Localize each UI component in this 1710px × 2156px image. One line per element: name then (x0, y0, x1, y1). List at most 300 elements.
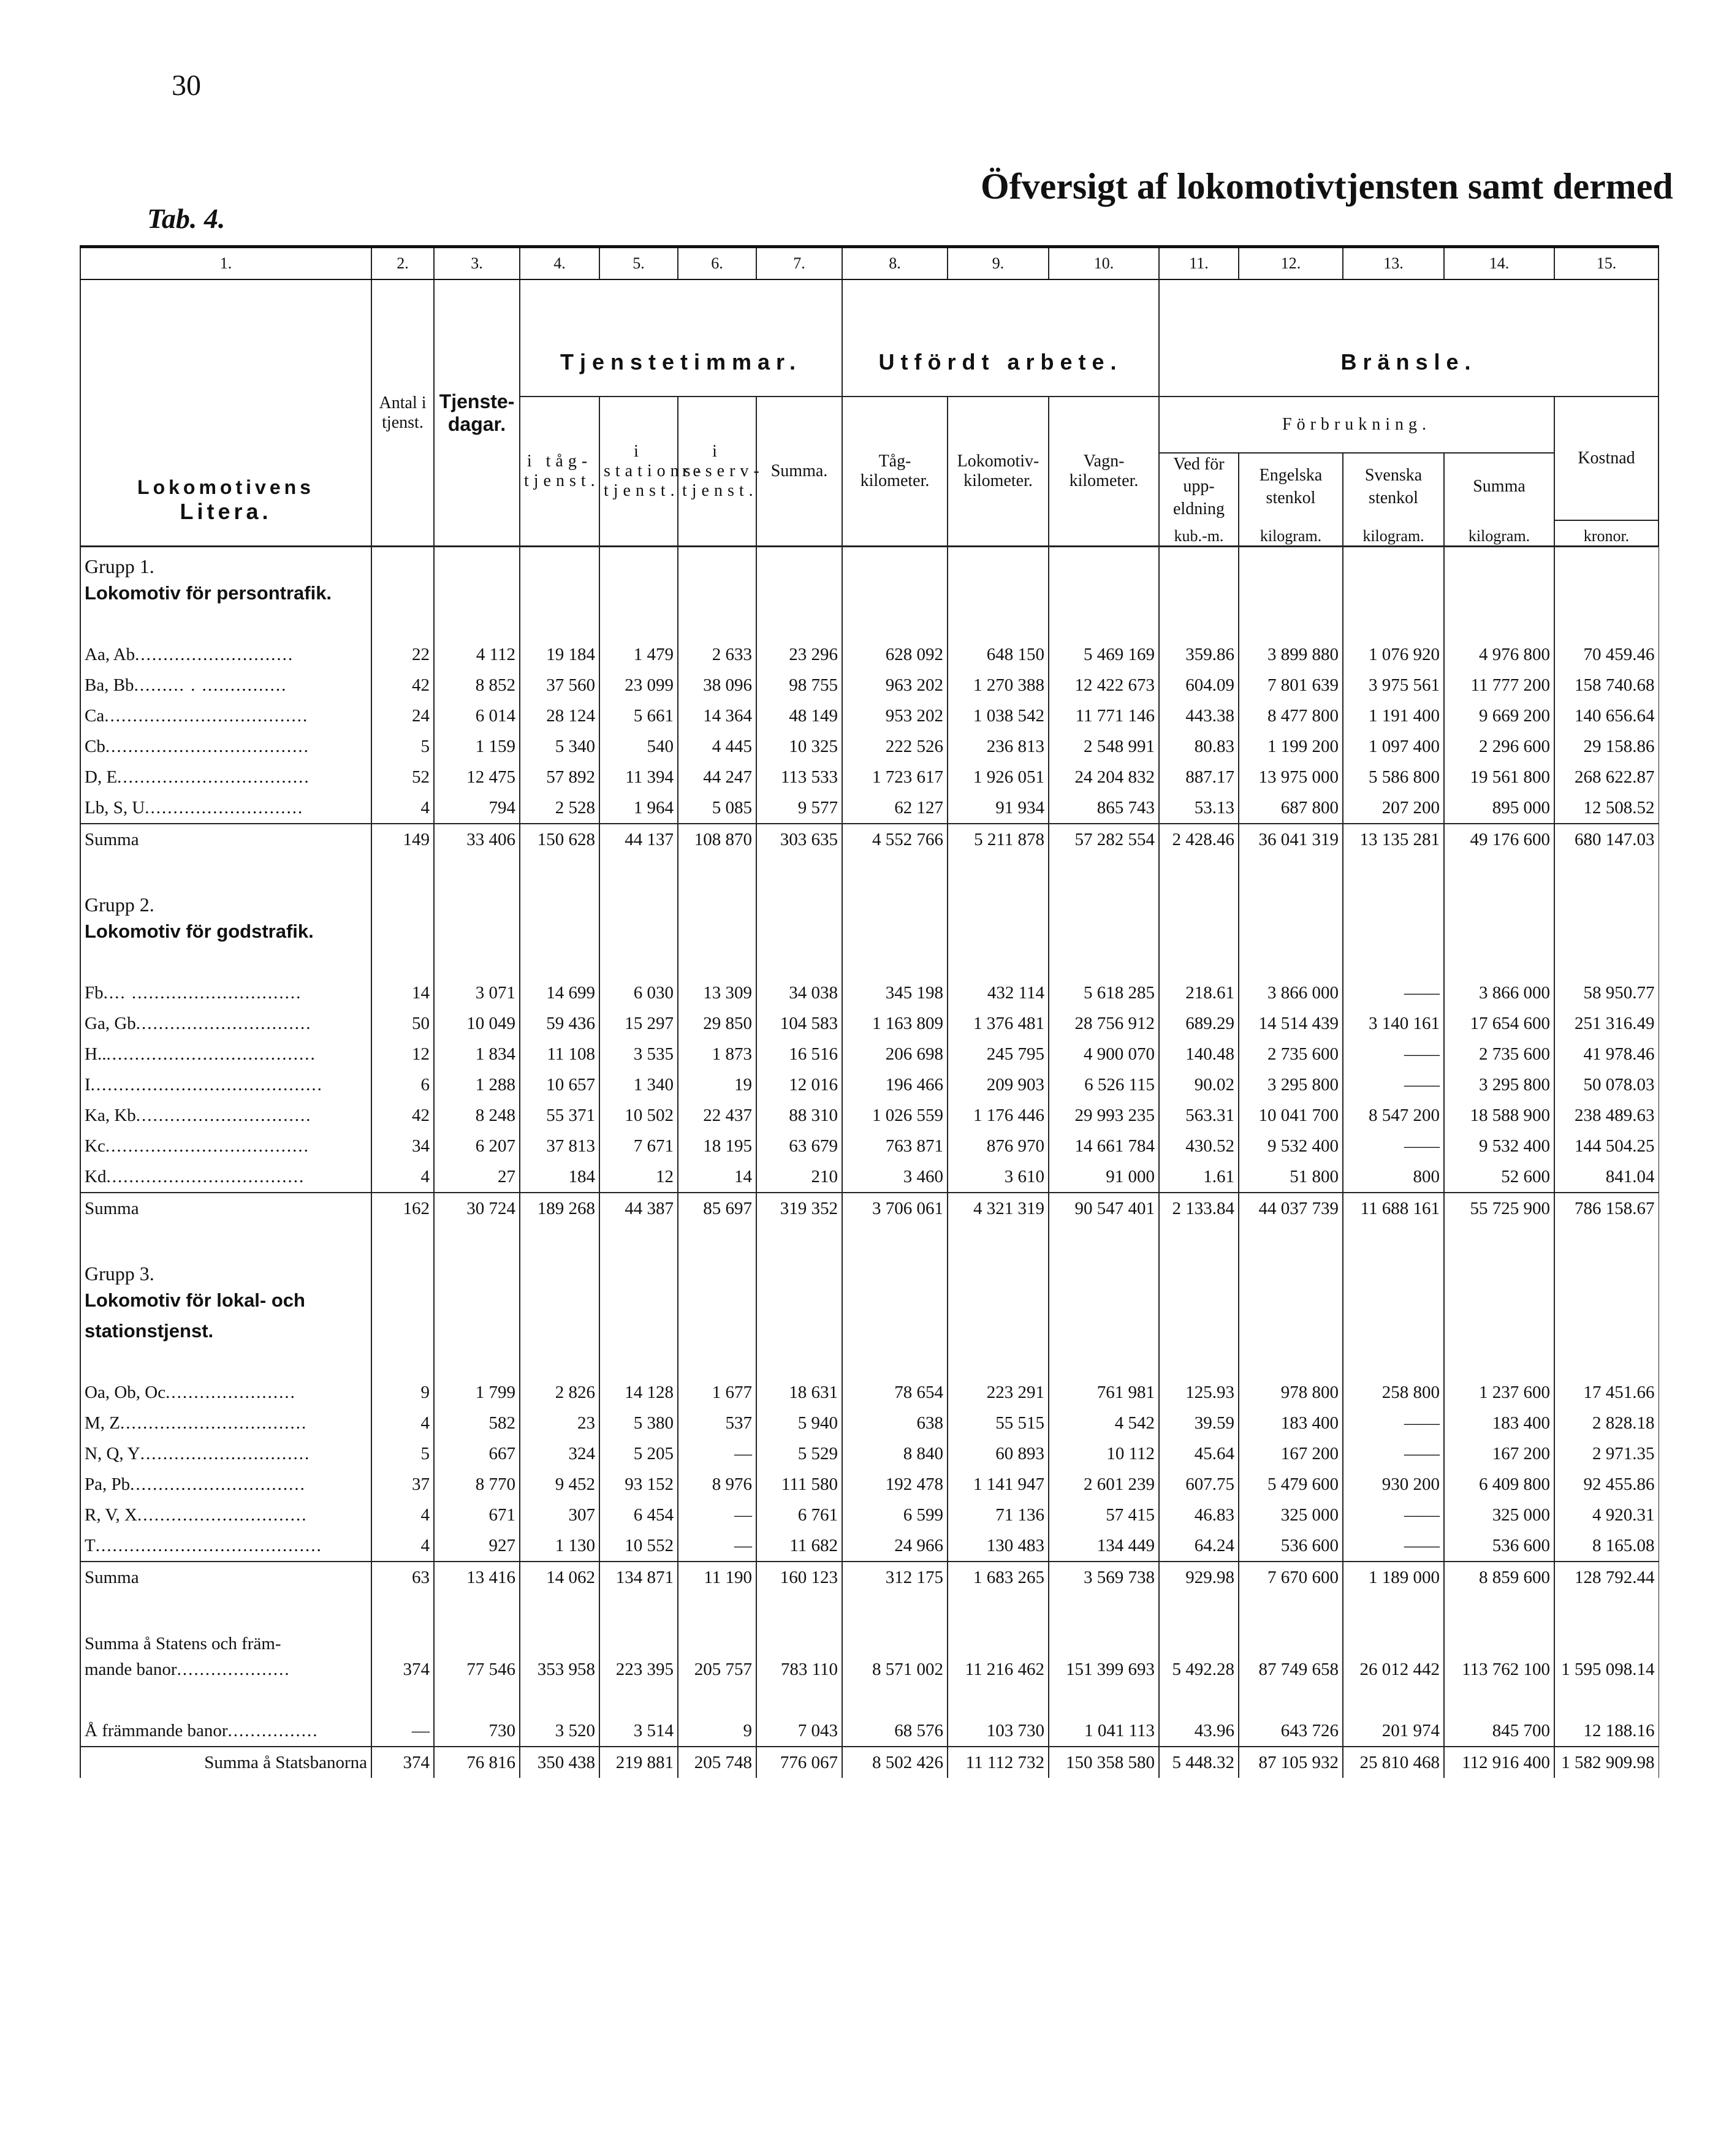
empty-cell (1239, 1593, 1343, 1623)
header-tjenstetimmar: Tjenstetimmar. (520, 279, 842, 397)
empty-cell (80, 1593, 371, 1623)
empty-cell (599, 578, 678, 609)
leader-dots: .................................. (117, 767, 310, 787)
data-cell: — (678, 1530, 756, 1562)
empty-cell (1159, 1623, 1239, 1654)
data-cell: 104 583 (756, 1008, 842, 1039)
leader-dots: .... .............................. (103, 982, 302, 1003)
data-cell: 33 406 (434, 824, 520, 855)
empty-cell (1159, 1346, 1239, 1377)
empty-cell (371, 1255, 434, 1285)
empty-cell (1159, 1593, 1239, 1623)
row-label (80, 639, 371, 670)
data-cell: 1 026 559 (842, 1100, 948, 1131)
empty-cell (842, 1593, 948, 1623)
empty-cell (1343, 947, 1444, 977)
data-cell: 125.93 (1159, 1377, 1239, 1408)
data-cell: 70 459.46 (1554, 639, 1659, 670)
empty-cell (1239, 1285, 1343, 1316)
data-cell: 2 826 (520, 1377, 599, 1408)
data-cell: 1 834 (434, 1039, 520, 1069)
data-cell: 134 449 (1049, 1530, 1159, 1562)
empty-cell (1159, 1685, 1239, 1715)
data-cell: 14 (678, 1161, 756, 1193)
data-cell: 13 309 (678, 977, 756, 1008)
empty-cell (599, 1346, 678, 1377)
data-cell: 5 529 (756, 1438, 842, 1469)
empty-cell (1343, 1285, 1444, 1316)
row-label-text: Aa, Ab (85, 644, 135, 664)
data-cell: 63 679 (756, 1131, 842, 1161)
data-cell: 11 108 (520, 1039, 599, 1069)
data-cell: 350 438 (520, 1747, 599, 1778)
header-reservtjenst: i reserv-tjenst. (678, 397, 756, 547)
data-cell: 113 762 100 (1444, 1654, 1554, 1685)
data-cell: 4 (371, 792, 434, 824)
empty-cell (371, 1224, 434, 1255)
empty-cell (678, 855, 756, 886)
empty-cell (756, 1623, 842, 1654)
data-cell: 64.24 (1159, 1530, 1239, 1562)
data-cell: 930 200 (1343, 1469, 1444, 1500)
data-cell: 205 748 (678, 1747, 756, 1778)
data-cell: 929.98 (1159, 1562, 1239, 1593)
empty-cell (1343, 578, 1444, 609)
data-cell: 6 030 (599, 977, 678, 1008)
data-cell: 628 092 (842, 639, 948, 670)
data-cell: 19 561 800 (1444, 762, 1554, 792)
empty-cell (1444, 547, 1554, 579)
row-label-text: D, E (85, 767, 118, 787)
leader-dots: ............................ (145, 797, 304, 818)
data-cell: 44 247 (678, 762, 756, 792)
empty-cell (434, 1255, 520, 1285)
data-cell: 23 099 (599, 670, 678, 700)
data-cell: 12 (599, 1161, 678, 1193)
empty-cell (678, 916, 756, 947)
data-cell: 1 595 098.14 (1554, 1654, 1659, 1685)
data-cell: —— (1343, 1500, 1444, 1530)
data-cell: 12 (371, 1039, 434, 1069)
sum-label: Summa (80, 1193, 371, 1224)
empty-cell (842, 916, 948, 947)
empty-cell (434, 547, 520, 579)
data-cell: 3 899 880 (1239, 639, 1343, 670)
spacer-row (80, 1224, 1659, 1255)
header-vagnkilometer: Vagn-kilometer. (1049, 397, 1159, 547)
data-cell: 77 546 (434, 1654, 520, 1685)
data-cell: 93 152 (599, 1469, 678, 1500)
empty-cell (599, 1285, 678, 1316)
data-cell: 223 291 (948, 1377, 1049, 1408)
data-cell: 2 971.35 (1554, 1438, 1659, 1469)
data-cell: 3 295 800 (1239, 1069, 1343, 1100)
empty-cell (756, 1285, 842, 1316)
empty-cell (520, 547, 599, 579)
group-subtitle: Lokomotiv för persontrafik. (80, 578, 371, 609)
data-cell: 50 (371, 1008, 434, 1039)
empty-cell (1239, 578, 1343, 609)
data-cell: 374 (371, 1747, 434, 1778)
empty-cell (371, 1685, 434, 1715)
empty-cell (520, 1316, 599, 1346)
empty-cell (842, 1255, 948, 1285)
data-cell: 29 993 235 (1049, 1100, 1159, 1131)
empty-cell (1159, 547, 1239, 579)
data-cell: 59 436 (520, 1008, 599, 1039)
empty-cell (948, 1593, 1049, 1623)
table-row (80, 762, 1659, 792)
data-cell: 1 288 (434, 1069, 520, 1100)
data-cell: 604.09 (1159, 670, 1239, 700)
group-sum-row (80, 1562, 1659, 1593)
data-cell: 5 448.32 (1159, 1747, 1239, 1778)
data-cell: 841.04 (1554, 1161, 1659, 1193)
empty-cell (948, 609, 1049, 639)
group-title: Grupp 1. (80, 547, 371, 579)
data-cell: 18 588 900 (1444, 1100, 1554, 1131)
data-cell: 10 325 (756, 731, 842, 762)
row-label (80, 1500, 371, 1530)
data-cell: 887.17 (1159, 762, 1239, 792)
data-cell: 353 958 (520, 1654, 599, 1685)
row-label-text: Oa, Ob, Oc (85, 1382, 166, 1402)
data-cell: 978 800 (1239, 1377, 1343, 1408)
data-cell: 1 376 481 (948, 1008, 1049, 1039)
empty-cell (80, 947, 371, 977)
data-cell: 206 698 (842, 1039, 948, 1069)
empty-cell (1554, 609, 1659, 639)
data-cell: 19 (678, 1069, 756, 1100)
data-cell: 2 428.46 (1159, 824, 1239, 855)
table-row (80, 1008, 1659, 1039)
sum-label: Summa (80, 1562, 371, 1593)
leader-dots: ............................ (135, 644, 294, 664)
empty-cell (1554, 1593, 1659, 1623)
group-subtitle-row (80, 578, 1659, 609)
data-cell: 563.31 (1159, 1100, 1239, 1131)
data-cell: 1 130 (520, 1530, 599, 1562)
data-cell: 6 409 800 (1444, 1469, 1554, 1500)
data-cell: 8 840 (842, 1438, 948, 1469)
data-cell: 49 176 600 (1444, 824, 1554, 855)
empty-cell (948, 886, 1049, 916)
row-label (80, 670, 371, 700)
data-cell: 8 165.08 (1554, 1530, 1659, 1562)
data-cell: 2 133.84 (1159, 1193, 1239, 1224)
data-cell: 4 (371, 1408, 434, 1438)
leader-dots: ......................................... (90, 1074, 323, 1095)
empty-cell (371, 609, 434, 639)
empty-cell (678, 578, 756, 609)
data-cell: —— (1343, 1438, 1444, 1469)
table-row (80, 670, 1659, 700)
empty-cell (520, 609, 599, 639)
table-row (80, 1131, 1659, 1161)
data-cell: 876 970 (948, 1131, 1049, 1161)
data-cell: 10 552 (599, 1530, 678, 1562)
empty-cell (756, 1316, 842, 1346)
data-cell: 3 866 000 (1444, 977, 1554, 1008)
empty-cell (434, 916, 520, 947)
data-cell: 5 205 (599, 1438, 678, 1469)
empty-cell (1444, 886, 1554, 916)
empty-cell (80, 609, 371, 639)
data-cell: —— (1343, 1069, 1444, 1100)
data-cell: 42 (371, 670, 434, 700)
data-cell: 325 000 (1444, 1500, 1554, 1530)
empty-cell (948, 947, 1049, 977)
empty-cell (1554, 1346, 1659, 1377)
data-cell: 2 601 239 (1049, 1469, 1159, 1500)
data-cell: 57 282 554 (1049, 824, 1159, 855)
data-cell: 80.83 (1159, 731, 1239, 762)
empty-cell (520, 1623, 599, 1654)
data-cell: 44 387 (599, 1193, 678, 1224)
data-cell: 5 469 169 (1049, 639, 1159, 670)
row-label (80, 1408, 371, 1438)
empty-cell (1049, 1685, 1159, 1715)
data-cell: 13 416 (434, 1562, 520, 1593)
empty-cell (1444, 855, 1554, 886)
column-number: 12. (1239, 247, 1343, 280)
data-cell: 103 730 (948, 1715, 1049, 1747)
row-label (80, 1100, 371, 1131)
data-cell: 4 900 070 (1049, 1039, 1159, 1069)
empty-cell (1343, 886, 1444, 916)
data-cell: 10 112 (1049, 1438, 1159, 1469)
data-cell: 8 248 (434, 1100, 520, 1131)
empty-cell (434, 609, 520, 639)
data-cell: 1 479 (599, 639, 678, 670)
data-cell: 761 981 (1049, 1377, 1159, 1408)
data-cell: 307 (520, 1500, 599, 1530)
empty-cell (1554, 947, 1659, 977)
total-statsbanorna-row (80, 1747, 1659, 1778)
header-kostnad: Kostnad (1554, 397, 1659, 520)
data-cell: 5 661 (599, 700, 678, 731)
data-cell: 144 504.25 (1554, 1131, 1659, 1161)
data-cell: 4 (371, 1161, 434, 1193)
empty-cell (1343, 1255, 1444, 1285)
row-label (80, 1039, 371, 1069)
data-cell: 207 200 (1343, 792, 1444, 824)
table-row (80, 1500, 1659, 1530)
data-cell: 5 479 600 (1239, 1469, 1343, 1500)
empty-cell (1444, 1593, 1554, 1623)
empty-cell (842, 1685, 948, 1715)
data-cell: 12 422 673 (1049, 670, 1159, 700)
group-title-row (80, 886, 1659, 916)
data-cell: 10 502 (599, 1100, 678, 1131)
data-cell: 536 600 (1444, 1530, 1554, 1562)
data-cell: 5 085 (678, 792, 756, 824)
row-label (80, 1438, 371, 1469)
row-label (80, 1008, 371, 1039)
empty-cell (80, 1224, 371, 1255)
empty-cell (756, 1685, 842, 1715)
empty-cell (371, 1316, 434, 1346)
data-cell: 1 964 (599, 792, 678, 824)
data-cell: 963 202 (842, 670, 948, 700)
group-title: Grupp 2. (80, 886, 371, 916)
empty-cell (1159, 886, 1239, 916)
column-number: 2. (371, 247, 434, 280)
table-row (80, 639, 1659, 670)
data-cell: 1 076 920 (1343, 639, 1444, 670)
data-cell: 1 176 446 (948, 1100, 1049, 1131)
empty-cell (1444, 916, 1554, 947)
data-cell: 689.29 (1159, 1008, 1239, 1039)
leader-dots: .................................... (104, 705, 309, 726)
data-cell: 192 478 (842, 1469, 948, 1500)
empty-cell (842, 886, 948, 916)
empty-cell (842, 947, 948, 977)
empty-cell (1239, 1685, 1343, 1715)
empty-cell (1444, 947, 1554, 977)
empty-cell (1444, 609, 1554, 639)
data-cell: 18 631 (756, 1377, 842, 1408)
empty-cell (599, 1316, 678, 1346)
empty-cell (1343, 547, 1444, 579)
empty-cell (599, 547, 678, 579)
empty-cell (80, 1346, 371, 1377)
data-cell: 1 199 200 (1239, 731, 1343, 762)
empty-cell (1343, 916, 1444, 947)
empty-cell (434, 886, 520, 916)
leader-dots: ............................... (130, 1474, 306, 1494)
group-subtitle-row (80, 916, 1659, 947)
column-number: 1. (80, 247, 371, 280)
data-cell: 92 455.86 (1554, 1469, 1659, 1500)
data-cell: 71 136 (948, 1500, 1049, 1530)
data-cell: 13 135 281 (1343, 824, 1444, 855)
empty-cell (1049, 855, 1159, 886)
leader-dots: ....................... (165, 1382, 296, 1402)
row-label-text: Fb (85, 982, 104, 1003)
data-cell: — (678, 1438, 756, 1469)
column-number: 10. (1049, 247, 1159, 280)
data-cell: 638 (842, 1408, 948, 1438)
data-cell: 219 881 (599, 1747, 678, 1778)
column-number: 6. (678, 247, 756, 280)
header-svenska-stenkol: Svenska stenkol (1343, 453, 1444, 520)
row-label (80, 700, 371, 731)
data-cell: 108 870 (678, 824, 756, 855)
data-cell: 25 810 468 (1343, 1747, 1444, 1778)
empty-cell (1239, 1346, 1343, 1377)
data-cell: 312 175 (842, 1562, 948, 1593)
data-cell: 374 (371, 1654, 434, 1685)
empty-cell (1049, 1623, 1159, 1654)
data-cell: 1 582 909.98 (1554, 1747, 1659, 1778)
data-cell: 45.64 (1159, 1438, 1239, 1469)
data-cell: 12 475 (434, 762, 520, 792)
empty-cell (756, 609, 842, 639)
data-cell: 2 828.18 (1554, 1408, 1659, 1438)
data-cell: 430.52 (1159, 1131, 1239, 1161)
data-cell: 2 296 600 (1444, 731, 1554, 762)
data-cell: 24 966 (842, 1530, 948, 1562)
data-cell: 52 600 (1444, 1161, 1554, 1193)
row-label-text: Ka, Kb (85, 1105, 136, 1125)
empty-cell (948, 547, 1049, 579)
leader-dots: ............................... (135, 1013, 312, 1033)
empty-cell (434, 1285, 520, 1316)
empty-cell (599, 1685, 678, 1715)
data-cell: 14 (371, 977, 434, 1008)
column-number-row (80, 247, 1659, 280)
spacer-row (80, 855, 1659, 886)
leader-dots: ......... . ............... (134, 675, 287, 695)
data-cell: 5 380 (599, 1408, 678, 1438)
data-cell: 14 128 (599, 1377, 678, 1408)
table-body (80, 547, 1659, 1778)
empty-cell (756, 947, 842, 977)
empty-cell (520, 947, 599, 977)
data-cell: 128 792.44 (1554, 1562, 1659, 1593)
header-summa-timmar: Summa. (756, 397, 842, 547)
data-cell: 5 (371, 1438, 434, 1469)
group-sum-row (80, 824, 1659, 855)
data-cell: 23 (520, 1408, 599, 1438)
data-cell: 149 (371, 824, 434, 855)
empty-cell (520, 1685, 599, 1715)
empty-cell (1049, 916, 1159, 947)
empty-cell (1239, 1316, 1343, 1346)
data-cell: 42 (371, 1100, 434, 1131)
empty-cell (1343, 1316, 1444, 1346)
data-cell: 319 352 (756, 1193, 842, 1224)
row-label (80, 1530, 371, 1562)
data-cell: 160 123 (756, 1562, 842, 1593)
empty-cell (520, 886, 599, 916)
data-cell: 1 237 600 (1444, 1377, 1554, 1408)
data-cell: 1 159 (434, 731, 520, 762)
data-cell: 209 903 (948, 1069, 1049, 1100)
empty-cell (1049, 1285, 1159, 1316)
data-cell: 1 038 542 (948, 700, 1049, 731)
data-cell: 111 580 (756, 1469, 842, 1500)
empty-cell (1239, 609, 1343, 639)
data-cell: 800 (1343, 1161, 1444, 1193)
column-number: 3. (434, 247, 520, 280)
unit-kilogram: kilogram. (1444, 520, 1554, 547)
empty-cell (1239, 947, 1343, 977)
empty-cell (1159, 578, 1239, 609)
empty-cell (1049, 947, 1159, 977)
empty-cell (1554, 578, 1659, 609)
data-cell: 783 110 (756, 1654, 842, 1685)
data-cell: 794 (434, 792, 520, 824)
data-cell: 10 049 (434, 1008, 520, 1039)
data-cell: 730 (434, 1715, 520, 1747)
data-cell: 3 610 (948, 1161, 1049, 1193)
data-cell: 29 158.86 (1554, 731, 1659, 762)
data-cell: 3 140 161 (1343, 1008, 1444, 1039)
header-tagtjenst: i tåg-tjenst. (520, 397, 599, 547)
data-cell: 2 735 600 (1239, 1039, 1343, 1069)
data-cell: 14 661 784 (1049, 1131, 1159, 1161)
data-cell: 11 688 161 (1343, 1193, 1444, 1224)
empty-cell (1049, 1255, 1159, 1285)
data-cell: 4 321 319 (948, 1193, 1049, 1224)
data-cell: 10 041 700 (1239, 1100, 1343, 1131)
data-cell: 14 062 (520, 1562, 599, 1593)
column-number: 8. (842, 247, 948, 280)
data-cell: 9 (371, 1377, 434, 1408)
empty-cell (1159, 1255, 1239, 1285)
